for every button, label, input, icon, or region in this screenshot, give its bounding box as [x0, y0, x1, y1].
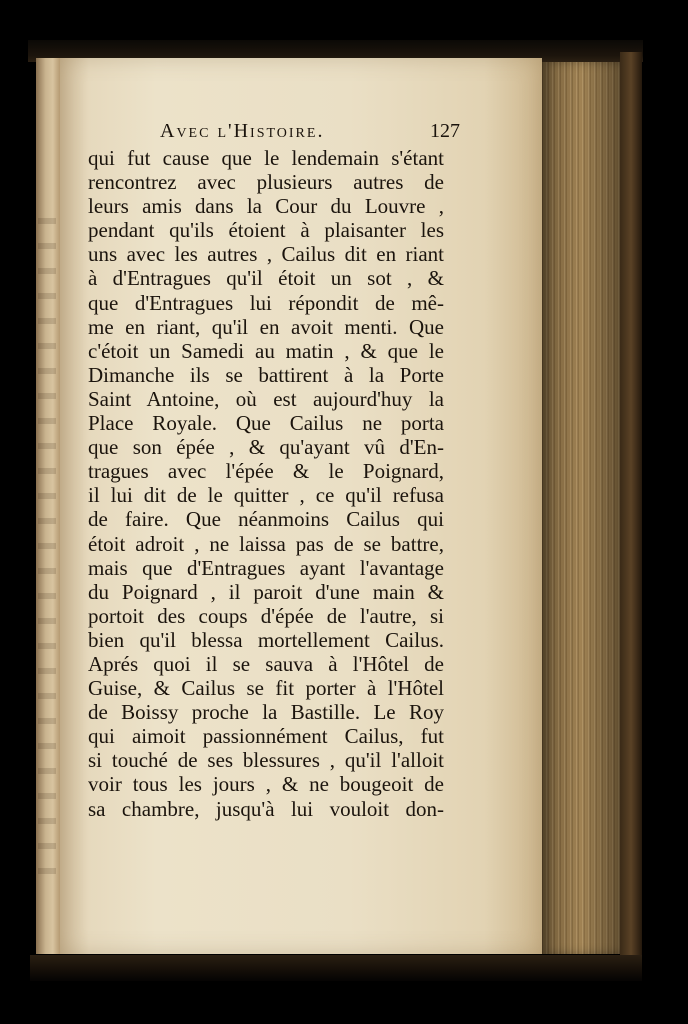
running-title: Avec l'Histoire.: [160, 120, 325, 142]
page-number: 127: [430, 120, 460, 142]
body-text: [88, 146, 444, 821]
text-line: que son épée , & qu'ayant vû d'En-: [88, 435, 444, 460]
book-binding-bottom: [30, 955, 642, 981]
previous-page-edge: [36, 58, 61, 954]
text-line: Dimanche ils se battirent à la Porte: [88, 362, 444, 387]
text-line: que d'Entragues lui répondit de mê-: [88, 290, 444, 315]
text-line: leurs amis dans la Cour du Louvre ,: [88, 194, 444, 219]
text-line: pendant qu'ils étoient à plaisanter les: [88, 218, 444, 243]
text-line: de faire. Que néanmoins Cailus qui: [88, 507, 444, 532]
text-line: voir tous les jours , & ne bougeoit de: [88, 772, 444, 797]
text-line: qui fut cause que le lendemain s'étant: [88, 146, 444, 170]
text-line: c'étoit un Samedi au matin , & que le: [88, 338, 444, 363]
text-line: du Poignard , il paroit d'une main &: [88, 579, 444, 604]
text-line: me en riant, qu'il en avoit menti. Que: [88, 314, 444, 339]
text-line: il lui dit de le quitter , ce qu'il refusa: [88, 483, 444, 508]
show-through-text: [38, 218, 56, 878]
text-line: portoit des coups d'épée de l'autre, si: [88, 603, 444, 628]
cover-board: [620, 52, 642, 962]
text-line: qui aimoit passionnément Cailus, fut: [88, 724, 444, 749]
text-line: de Boissy proche la Bastille. Le Roy: [88, 700, 444, 725]
text-line: mais que d'Entragues ayant l'avantage: [88, 555, 444, 580]
text-line: uns avec les autres , Cailus dit en riant: [88, 242, 444, 267]
text-line: Place Royale. Que Cailus ne porta: [88, 411, 444, 436]
fore-edge-shading: [542, 62, 620, 954]
text-line: Saint Antoine, où est aujourd'huy la: [88, 386, 444, 411]
text-line: étoit adroit , ne laissa pas de se battre,: [88, 531, 444, 556]
text-line: tragues avec l'épée & le Poignard,: [88, 459, 444, 484]
text-line: bien qu'il blessa mortellement Cailus.: [88, 627, 444, 652]
text-line: sa chambre, jusqu'à lui vouloit don-: [88, 796, 444, 821]
text-line: Aprés quoi il se sauva à l'Hôtel de: [88, 651, 444, 676]
text-line: si touché de ses blessures , qu'il l'alloit: [88, 748, 444, 773]
text-line: Guise, & Cailus se fit porter à l'Hôtel: [88, 676, 444, 701]
text-line: rencontrez avec plusieurs autres de: [88, 170, 444, 195]
text-line: à d'Entragues qu'il étoit un sot , &: [88, 266, 444, 291]
